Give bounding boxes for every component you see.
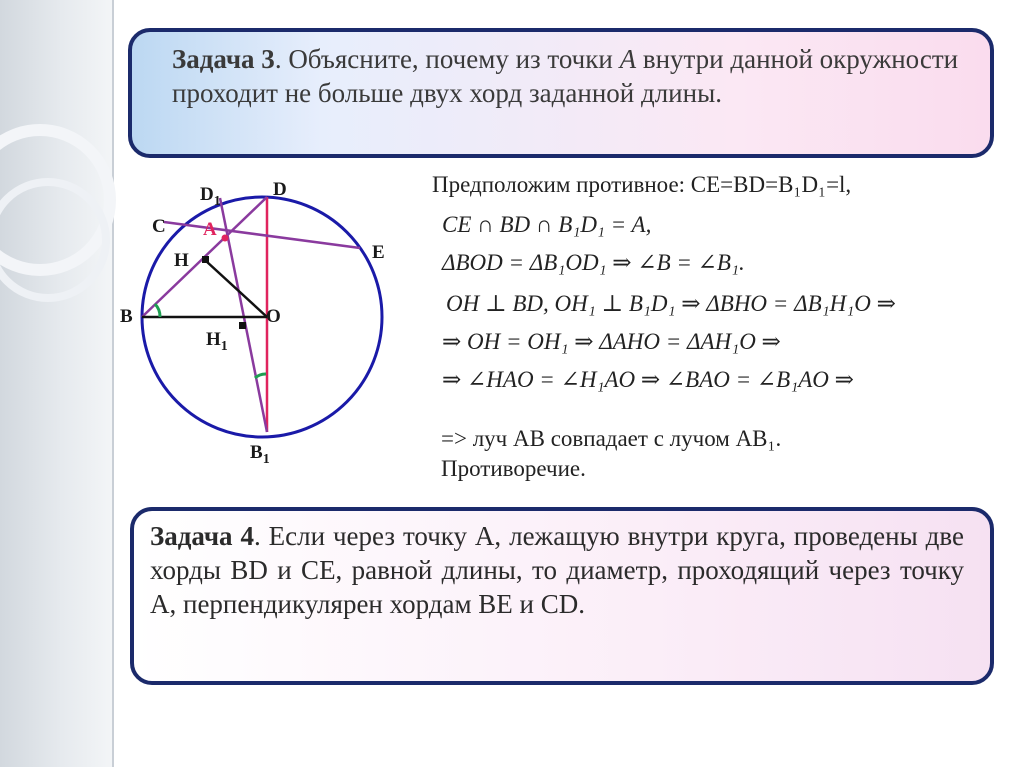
label-A: A — [203, 219, 217, 240]
task4-box — [130, 507, 994, 685]
proof-line-2: CE ∩ BD ∩ B₁D₁ = A, — [442, 212, 652, 237]
proof-line-5: ⇒ OH = OH₁ ⇒ ΔAHO = ΔAH₁O ⇒ — [442, 329, 781, 354]
label-H: H — [174, 250, 189, 271]
point-A — [222, 235, 229, 242]
label-C: C — [152, 216, 166, 237]
right-angle-mark-H1 — [239, 322, 246, 329]
label-O: O — [266, 306, 281, 327]
task4-text — [150, 519, 964, 621]
proof-line-6: ⇒ ∠HAO = ∠H₁AO ⇒ ∠BAO = ∠B₁AO ⇒ — [442, 367, 854, 392]
label-B1: $B_1$ — [250, 442, 270, 467]
conclusion-line-1: => луч AB совпадает с лучом AB₁. — [441, 426, 782, 451]
label-H1: $H_1$ — [206, 329, 228, 354]
task4-title: Задача 4 — [150, 521, 254, 551]
proof-conclusion — [441, 424, 781, 484]
task3-title: Задача 3 — [172, 44, 275, 74]
task4-body: . Если через точку A, лежащую внутри круга, проведены две хорды BD и CE, равной длины, то диаметр, проходящий через точку A, перпендикулярен хордам BE и CD. — [150, 521, 964, 619]
label-D1: $D_1$ — [200, 184, 221, 209]
right-angle-mark-H — [202, 256, 209, 263]
label-E: E — [372, 242, 385, 263]
conclusion-line-2: Противоречие. — [441, 456, 586, 481]
task3-box — [128, 28, 994, 158]
angle-mark-B — [155, 304, 160, 317]
proof-line-3: ΔBOD = ΔB₁OD₁ ⇒ ∠B = ∠B₁. — [442, 250, 745, 275]
task3-text-part2: внутри данной окружности проходит не больше двух хорд заданной длины. — [172, 44, 959, 108]
label-D: D — [273, 179, 287, 200]
proof-line-1: Предположим противное: CE=BD=B₁D₁=l, — [432, 172, 852, 197]
task3-point: A — [619, 44, 637, 74]
chord-CE — [164, 222, 360, 248]
proof-line-4: OH ⊥ BD, OH₁ ⊥ B₁D₁ ⇒ ΔBHO = ΔB₁H₁O ⇒ — [446, 291, 896, 316]
label-B: B — [120, 306, 133, 327]
task3-text-part1: . Объясните, почему из точки — [274, 44, 620, 74]
geometry-figure — [110, 170, 410, 470]
segment-HO — [206, 261, 267, 317]
task3-text — [172, 42, 964, 110]
